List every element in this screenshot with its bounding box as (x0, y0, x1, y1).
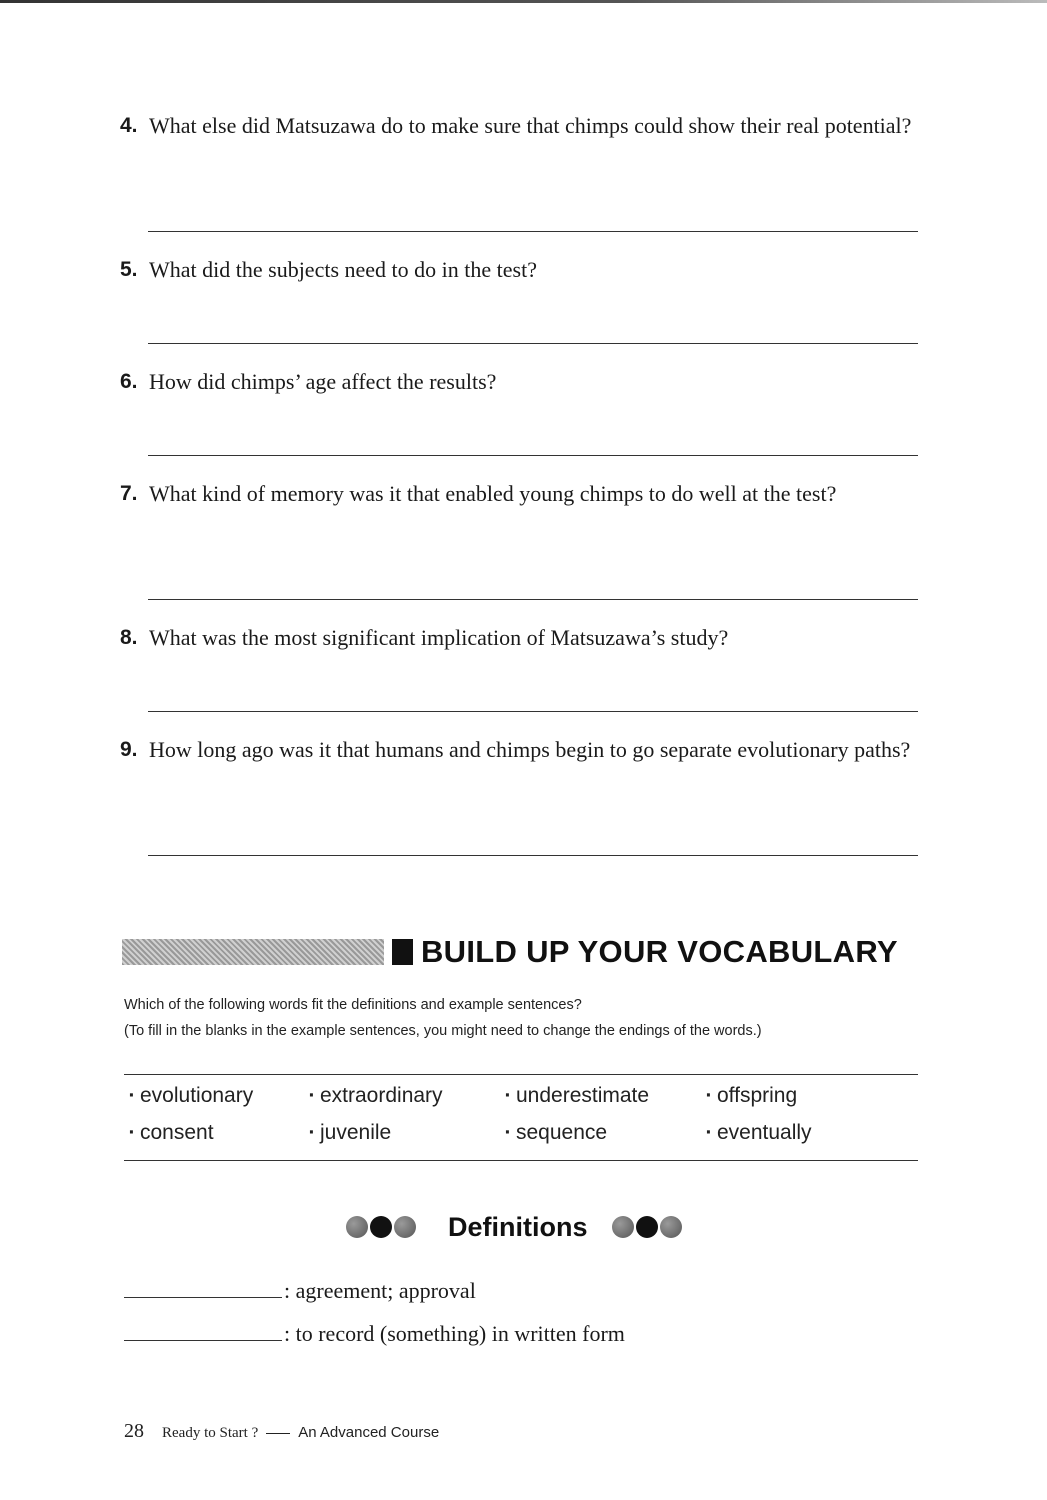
book-title: Ready to Start ? (162, 1425, 259, 1441)
question-5 (120, 254, 918, 285)
word-text: underestimate (516, 1084, 650, 1107)
course-name: An Advanced Course (298, 1424, 440, 1441)
question-number: 5. (120, 258, 138, 281)
question-9 (120, 734, 918, 765)
word-box-bottom-rule (124, 1160, 918, 1161)
bullet-icon: · (128, 1084, 136, 1107)
question-text: What else did Matsuzawa do to make sure that chimps could show their real potential? (149, 113, 912, 138)
question-text: What did the subjects need to do in the test? (149, 257, 537, 282)
word-text: consent (140, 1121, 214, 1144)
word-item (124, 1119, 214, 1147)
question-6 (120, 366, 918, 397)
word-box-top-rule (124, 1074, 918, 1075)
question-8 (120, 622, 918, 653)
question-text: What kind of memory was it that enabled young chimps to do well at the test? (149, 481, 837, 506)
question-number: 4. (120, 114, 138, 137)
answer-line-8[interactable] (148, 711, 918, 712)
circle-dots-icon (612, 1216, 684, 1238)
answer-line-5[interactable] (148, 343, 918, 344)
page-footer (124, 1419, 439, 1445)
vocabulary-instruction: Which of the following words fit the definitions and example sentences? (124, 997, 582, 1013)
definition-blank[interactable] (124, 1320, 282, 1341)
page-number: 28 (124, 1420, 144, 1442)
word-item (304, 1119, 391, 1147)
word-text: eventually (717, 1121, 812, 1144)
vocabulary-instruction-note: (To fill in the blanks in the example sentences, you might need to change the endings of the words.) (124, 1023, 762, 1039)
definition-blank[interactable] (124, 1277, 282, 1298)
question-number: 6. (120, 370, 138, 393)
bullet-icon: · (504, 1121, 512, 1144)
section-header-bar (122, 939, 384, 965)
word-item (124, 1082, 253, 1110)
word-text: offspring (717, 1084, 798, 1107)
square-bullet-icon (392, 939, 413, 965)
circle-dots-icon (346, 1216, 418, 1238)
bullet-icon: · (308, 1084, 316, 1107)
question-4 (120, 110, 918, 141)
word-text: evolutionary (140, 1084, 254, 1107)
answer-line-7[interactable] (148, 599, 918, 600)
bullet-icon: · (308, 1121, 316, 1144)
bullet-icon: · (705, 1084, 713, 1107)
question-text: What was the most significant implication of Matsuzawa’s study? (149, 625, 729, 650)
definition-row (124, 1319, 625, 1349)
question-7 (120, 478, 918, 509)
word-item (500, 1119, 607, 1147)
word-text: sequence (516, 1121, 608, 1144)
top-border (0, 0, 1047, 3)
word-text: extraordinary (320, 1084, 443, 1107)
question-text: How did chimps’ age affect the results? (149, 369, 497, 394)
definition-text: : to record (something) in written form (284, 1321, 625, 1346)
bullet-icon: · (705, 1121, 713, 1144)
definition-text: : agreement; approval (284, 1278, 476, 1303)
question-number: 8. (120, 626, 138, 649)
question-text: How long ago was it that humans and chimps begin to go separate evolutionary paths? (149, 737, 911, 762)
word-item (701, 1082, 797, 1110)
word-item (500, 1082, 649, 1110)
definitions-heading (0, 1208, 1047, 1248)
bullet-icon: · (128, 1121, 136, 1144)
answer-line-4[interactable] (148, 231, 918, 232)
question-number: 9. (120, 738, 138, 761)
em-dash (266, 1433, 290, 1434)
section-title: BUILD UP YOUR VOCABULARY (421, 934, 898, 969)
bullet-icon: · (504, 1084, 512, 1107)
word-item (701, 1119, 812, 1147)
definitions-title: Definitions (448, 1212, 588, 1242)
answer-line-9[interactable] (148, 855, 918, 856)
word-item (304, 1082, 443, 1110)
definition-row (124, 1276, 476, 1306)
answer-line-6[interactable] (148, 455, 918, 456)
word-text: juvenile (320, 1121, 392, 1144)
question-number: 7. (120, 482, 138, 505)
